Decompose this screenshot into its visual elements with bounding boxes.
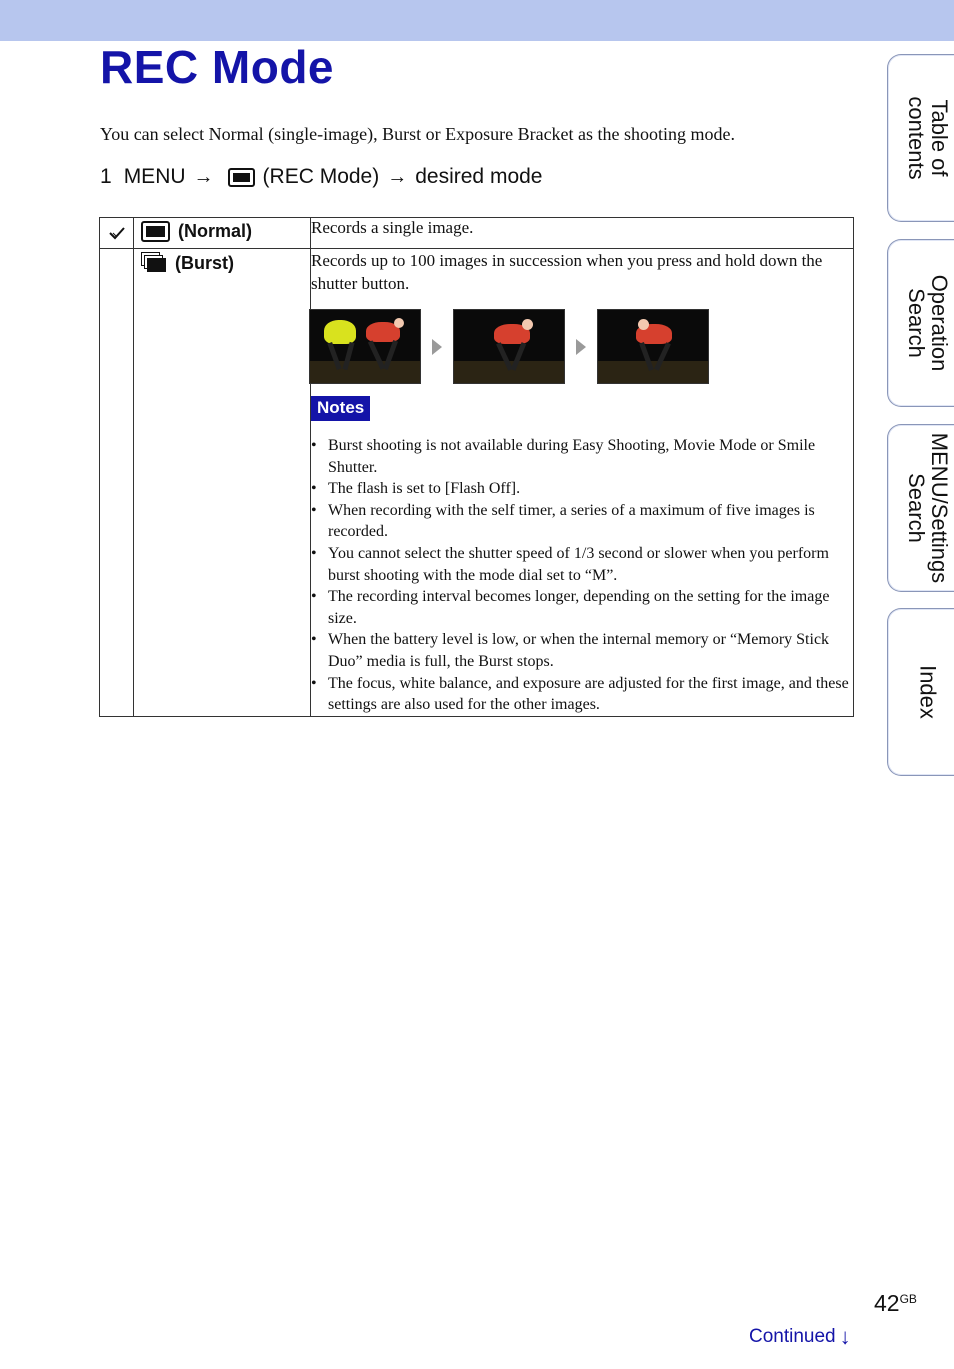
mode-description: Records a single image. (311, 218, 474, 237)
mode-description: Records up to 100 images in succession when you press and hold down the shutter button. (311, 251, 823, 293)
tab-label: Search (904, 288, 929, 358)
tab-menu-settings-search[interactable] (887, 424, 954, 592)
rec-mode-icon (228, 168, 255, 187)
mode-name-cell (134, 218, 311, 249)
play-arrow-icon (576, 339, 586, 355)
notes-list (311, 435, 853, 716)
tab-label: MENU/Settings (927, 432, 952, 584)
list-item: • The flash is set to [Flash Off]. (311, 478, 853, 500)
list-item: • Burst shooting is not available during Easy Shooting, Movie Mode or Smile Shutter. (311, 435, 853, 478)
rec-mode-label: (REC Mode) (262, 165, 380, 188)
list-item: • When recording with the self timer, a series of a maximum of five images is recorded. (311, 500, 853, 543)
tab-label: Index (915, 665, 941, 719)
arrow-down-icon: ↓ (839, 1324, 851, 1349)
mode-description-cell (311, 218, 854, 249)
intro-text: You can select Normal (single-image), Burst or Exposure Bracket as the shooting mode. (100, 124, 736, 144)
burst-photo (309, 309, 421, 384)
mode-table (99, 217, 854, 717)
tab-index[interactable] (887, 608, 954, 776)
tab-operation-search[interactable] (887, 239, 954, 407)
check-cell (100, 249, 134, 717)
page-title: REC Mode (100, 41, 334, 93)
burst-photo-sequence (309, 309, 853, 384)
list-item: • The focus, white balance, and exposure are adjusted for the first image, and these settings are also used for the other images. (311, 673, 853, 716)
arrow-right-icon: → (193, 165, 214, 188)
mode-name: (Burst) (175, 252, 234, 273)
mode-name-cell (134, 249, 311, 717)
continued-link[interactable] (749, 1324, 851, 1350)
page-number (874, 1290, 917, 1317)
menu-label: MENU (123, 165, 186, 188)
list-item: • The recording interval becomes longer, depending on the setting for the image size. (311, 586, 853, 629)
table-row (100, 249, 854, 717)
checkmark-icon (108, 225, 126, 241)
step-number: 1 (100, 165, 112, 188)
mode-description-cell (311, 249, 854, 717)
page-suffix: GB (899, 1292, 917, 1306)
tab-label: Table of (927, 99, 952, 177)
continued-label: Continued (749, 1326, 836, 1347)
page-number-value: 42 (874, 1290, 900, 1316)
step-instruction (100, 165, 542, 189)
tab-label: contents (904, 96, 929, 180)
list-item: • You cannot select the shutter speed of 1/3 second or slower when you perform burst shooting with the mode dial set to “M”. (311, 543, 853, 586)
top-banner (0, 0, 954, 41)
default-check-cell (100, 218, 134, 249)
list-item: • When the battery level is low, or when the internal memory or “Memory Stick Duo” media is full, the Burst stops. (311, 629, 853, 672)
tab-label: Operation (927, 274, 952, 372)
burst-photo (453, 309, 565, 384)
play-arrow-icon (432, 339, 442, 355)
table-row (100, 218, 854, 249)
arrow-right-icon: → (387, 165, 408, 188)
burst-mode-icon (141, 252, 167, 274)
desired-mode-label: desired mode (415, 165, 543, 188)
tab-table-of-contents[interactable] (887, 54, 954, 222)
burst-photo (597, 309, 709, 384)
mode-name: (Normal) (178, 221, 253, 241)
normal-mode-icon (141, 221, 170, 242)
tab-label: Search (904, 473, 929, 543)
notes-badge: Notes (311, 396, 370, 421)
